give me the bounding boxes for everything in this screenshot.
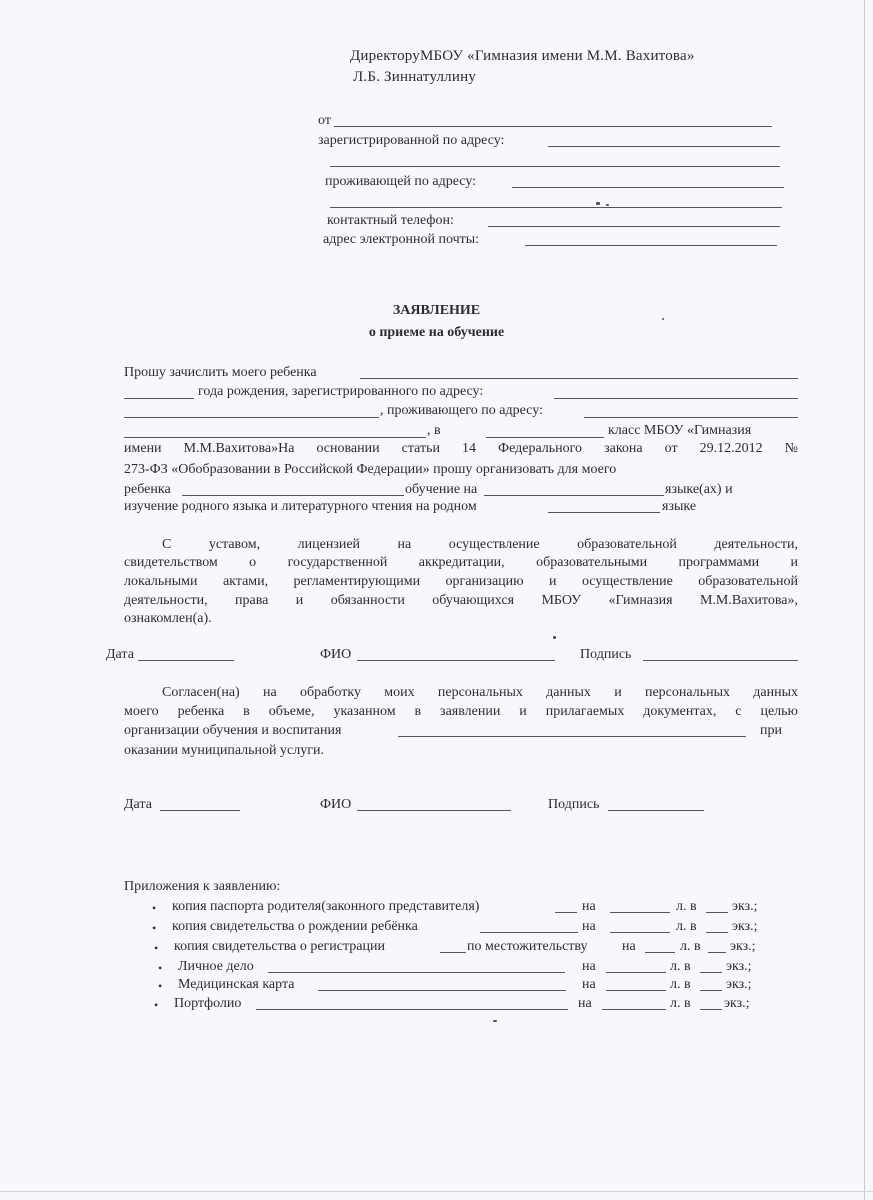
attachment-5-copies-field[interactable] (700, 990, 722, 991)
scan-speck (606, 204, 609, 206)
scan-speck (553, 636, 556, 639)
request-line-8b: языке (662, 499, 697, 514)
attachment-3-suffix: по местожительству (467, 939, 588, 954)
addressee-director: ДиректоруМБОУ «Гимназия имени М.М. Вахитова» (350, 48, 695, 64)
request-line-4a: , в (427, 423, 441, 438)
bullet-icon: • (152, 901, 157, 915)
attachment-2-field[interactable] (480, 932, 578, 933)
grade-field[interactable] (486, 437, 604, 438)
charter-line-2: свидетельством о государственной аккредитации, образовательными программами и (124, 555, 798, 570)
charter-line-3: локальными актами, регламентирующими организацию и осуществление образовательной (124, 574, 798, 589)
consent-purpose-field[interactable] (398, 736, 746, 737)
consent-line-3: организации обучения и воспитания (124, 723, 342, 738)
attachment-1-copies-field[interactable] (706, 912, 728, 913)
attachment-item-2: копия свидетельства о рождении ребёнка (172, 919, 418, 934)
page-edge-bottom (0, 1191, 873, 1192)
attachment-item-1: копия паспорта родителя(законного представителя) (172, 899, 480, 914)
child-name-short-field[interactable] (182, 495, 404, 496)
attachment-1-ekz: экз.; (732, 899, 758, 914)
attachment-1-lv: л. в (676, 899, 697, 914)
sign1-date-label: Дата (106, 647, 134, 662)
attachment-item-4: Личное дело (178, 959, 254, 974)
page-edge-right (864, 0, 865, 1200)
attachment-2-copies-field[interactable] (706, 932, 728, 933)
attachment-3-ekz: экз.; (730, 939, 756, 954)
charter-line-1: С уставом, лицензией на осуществление образовательной деятельности, (162, 537, 798, 552)
attachment-3-field[interactable] (440, 952, 466, 953)
request-line-6: 273-ФЗ «Обобразовании в Российской Федерации» прошу организовать для моего (124, 462, 617, 477)
sign1-signature-field[interactable] (643, 660, 798, 661)
child-registered-address-field-2[interactable] (124, 417, 379, 418)
attachment-3-copies-field[interactable] (708, 952, 726, 953)
consent-line-1: Согласен(на) на обработку моих персональных данных и персональных данных (162, 685, 798, 700)
sign2-fio-field[interactable] (357, 810, 511, 811)
sign2-signature-label: Подпись (548, 797, 600, 812)
instruction-language-field[interactable] (484, 495, 664, 496)
sign1-fio-label: ФИО (320, 647, 352, 662)
attachment-6-copies-field[interactable] (700, 1009, 722, 1010)
request-line-8a: изучение родного языка и литературного чтения на родном (124, 499, 477, 514)
sign2-fio-label: ФИО (320, 797, 352, 812)
attachment-2-lv: л. в (676, 919, 697, 934)
sign1-signature-label: Подпись (580, 647, 632, 662)
bullet-icon: • (158, 961, 163, 975)
registered-address-field-2[interactable] (330, 166, 780, 167)
attachment-6-field[interactable] (256, 1009, 568, 1010)
attachment-1-field[interactable] (555, 912, 577, 913)
attachment-4-copies-field[interactable] (700, 972, 722, 973)
living-address-label: проживающей по адресу: (325, 174, 477, 189)
attachment-item-6: Портфолио (174, 996, 242, 1011)
bullet-icon: • (154, 998, 159, 1012)
sign2-date-label: Дата (124, 797, 152, 812)
request-line-7a: ребенка (124, 482, 171, 497)
attachment-5-ekz: экз.; (726, 977, 752, 992)
sign2-signature-field[interactable] (608, 810, 704, 811)
attachment-4-ekz: экз.; (726, 959, 752, 974)
request-line-4b: класс МБОУ «Гимназия (608, 423, 752, 438)
bullet-icon: • (154, 941, 159, 955)
child-living-address-field[interactable] (584, 417, 798, 418)
phone-field[interactable] (488, 226, 780, 227)
attachment-2-na: на (582, 919, 596, 934)
living-address-field-2[interactable] (330, 207, 782, 208)
scan-speck (493, 1020, 497, 1022)
attachment-item-5: Медицинская карта (178, 977, 295, 992)
request-line-1: Прошу зачислить моего ребенка (124, 365, 317, 380)
birth-year-field[interactable] (124, 398, 194, 399)
attachment-6-na: на (578, 996, 592, 1011)
attachment-6-ekz: экз.; (724, 996, 750, 1011)
attachment-3-na: на (622, 939, 636, 954)
attachment-1-pages-field[interactable] (610, 912, 670, 913)
charter-line-5: ознакомлен(а). (124, 611, 212, 626)
attachments-heading: Приложения к заявлению: (124, 879, 281, 894)
email-field[interactable] (525, 245, 777, 246)
request-line-3: , проживающего по адресу: (380, 403, 543, 418)
attachment-5-pages-field[interactable] (606, 990, 666, 991)
attachment-5-na: на (582, 977, 596, 992)
bullet-icon: • (158, 979, 163, 993)
attachment-6-pages-field[interactable] (602, 1009, 666, 1010)
registered-address-field[interactable] (548, 146, 780, 147)
attachment-3-lv: л. в (680, 939, 701, 954)
document-subtitle: о приеме на обучение (368, 325, 505, 340)
phone-label: контактный телефон: (327, 213, 454, 228)
request-line-7c: языке(ах) и (665, 482, 733, 497)
document-title: ЗАЯВЛЕНИЕ (392, 303, 481, 318)
request-line-2: года рождения, зарегистрированного по адресу: (198, 384, 484, 399)
charter-line-4: деятельности, права и обязанности обучающихся МБОУ «Гимназия М.М.Вахитова», (124, 593, 798, 608)
attachment-4-field[interactable] (268, 972, 565, 973)
attachment-item-3: копия свидетельства о регистрации (174, 939, 385, 954)
attachment-4-lv: л. в (670, 959, 691, 974)
native-language-field[interactable] (548, 512, 660, 513)
request-line-5: имени М.М.Вахитова»На основании статьи 14 Федерального закона от 29.12.2012 № (124, 441, 798, 456)
attachment-1-na: на (582, 899, 596, 914)
from-label: от (318, 113, 331, 128)
email-label: адрес электронной почты: (323, 232, 480, 247)
consent-line-4: оказании муниципальной услуги. (124, 743, 324, 758)
child-living-address-field-2[interactable] (124, 437, 426, 438)
scan-speck (596, 202, 600, 205)
addressee-name: Л.Б. Зиннатуллину (353, 69, 477, 85)
registered-address-label: зарегистрированной по адресу: (318, 133, 505, 148)
attachment-2-ekz: экз.; (732, 919, 758, 934)
from-field[interactable] (334, 126, 772, 127)
consent-line-2: моего ребенка в объеме, указанном в заявлении и прилагаемых документах, с целью (124, 704, 798, 719)
consent-line-3b: при (760, 723, 782, 738)
attachment-5-field[interactable] (318, 990, 566, 991)
sign1-fio-field[interactable] (357, 660, 555, 661)
sign2-date-field[interactable] (160, 810, 240, 811)
attachment-2-pages-field[interactable] (610, 932, 670, 933)
bullet-icon: • (152, 921, 157, 935)
scan-speck (662, 318, 664, 320)
attachment-3-pages-field[interactable] (645, 952, 675, 953)
sign1-date-field[interactable] (138, 660, 234, 661)
child-name-field[interactable] (360, 378, 798, 379)
attachment-4-na: на (582, 959, 596, 974)
child-registered-address-field[interactable] (554, 398, 798, 399)
living-address-field[interactable] (512, 187, 784, 188)
attachment-4-pages-field[interactable] (606, 972, 666, 973)
request-line-7b: обучение на (405, 482, 478, 497)
attachment-5-lv: л. в (670, 977, 691, 992)
attachment-6-lv: л. в (670, 996, 691, 1011)
